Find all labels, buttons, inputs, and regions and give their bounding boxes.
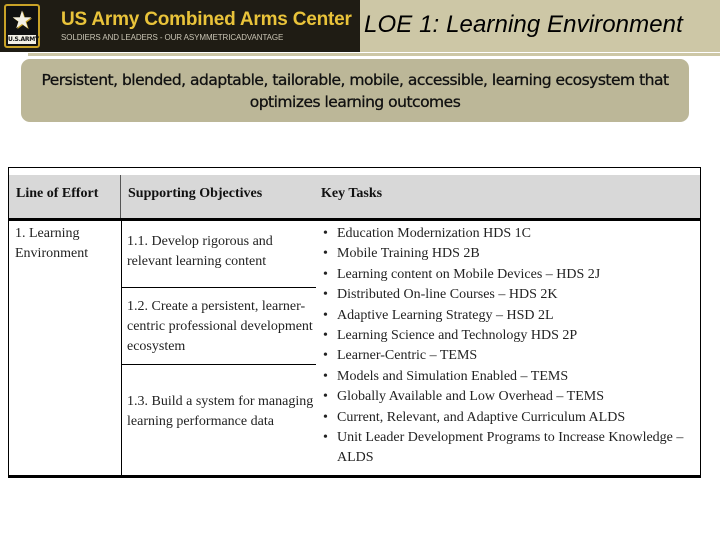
vision-banner bbox=[21, 59, 689, 122]
line-of-effort-cell: 1. Learning Environment bbox=[15, 226, 89, 261]
org-title: US Army Combined Arms Center bbox=[61, 9, 352, 30]
slide-title: LOE 1: Learning Environment bbox=[364, 11, 683, 38]
key-task-item: • Adaptive Learning Strategy – HSD 2L bbox=[321, 306, 699, 326]
header-divider bbox=[28, 53, 720, 56]
key-task-item: • Distributed On-line Courses – HDS 2K bbox=[321, 285, 699, 305]
army-star-icon: ★ bbox=[11, 7, 33, 34]
org-motto: SOLDIERS AND LEADERS - OUR ASYMMETRICADVANTAGE bbox=[61, 33, 284, 42]
key-task-item: • Learning content on Mobile Devices – HDS 2J bbox=[321, 265, 699, 285]
vision-statement: Persistent, blended, adaptable, tailorable, mobile, accessible, learning ecosystem that optimizes learning outcomes bbox=[41, 70, 669, 111]
row-divider bbox=[122, 287, 316, 288]
column-header-supporting-objectives: Supporting Objectives bbox=[128, 186, 263, 201]
table-header-row bbox=[9, 175, 700, 221]
logo-label: U.S.ARMY bbox=[8, 36, 39, 43]
row-divider bbox=[122, 364, 316, 365]
key-task-item: • Unit Leader Development Programs to Increase Knowledge – ALDS bbox=[321, 428, 699, 469]
objective-cell: 1.2. Create a persistent, learner-centric professional development ecosystem bbox=[127, 299, 313, 354]
objective-cell: 1.3. Build a system for managing learning performance data bbox=[127, 394, 314, 429]
us-army-logo bbox=[4, 4, 40, 48]
key-task-item: • Models and Simulation Enabled – TEMS bbox=[321, 367, 699, 387]
header-dark-bar bbox=[0, 0, 360, 52]
loe-table bbox=[8, 167, 701, 478]
key-task-item: • Learning Science and Technology HDS 2P bbox=[321, 326, 699, 346]
key-task-item: • Globally Available and Low Overhead – TEMS bbox=[321, 387, 699, 407]
key-task-item: • Learner-Centric – TEMS bbox=[321, 346, 699, 366]
key-task-item: • Current, Relevant, and Adaptive Curriculum ALDS bbox=[321, 408, 699, 428]
key-task-item: • Education Modernization HDS 1C bbox=[321, 224, 699, 244]
key-task-item: • Mobile Training HDS 2B bbox=[321, 244, 699, 264]
key-tasks-list bbox=[321, 224, 699, 469]
column-divider bbox=[121, 221, 122, 478]
column-header-key-tasks: Key Tasks bbox=[321, 186, 383, 201]
column-header-line-of-effort: Line of Effort bbox=[9, 175, 121, 218]
objective-cell: 1.1. Develop rigorous and relevant learning content bbox=[127, 234, 273, 269]
